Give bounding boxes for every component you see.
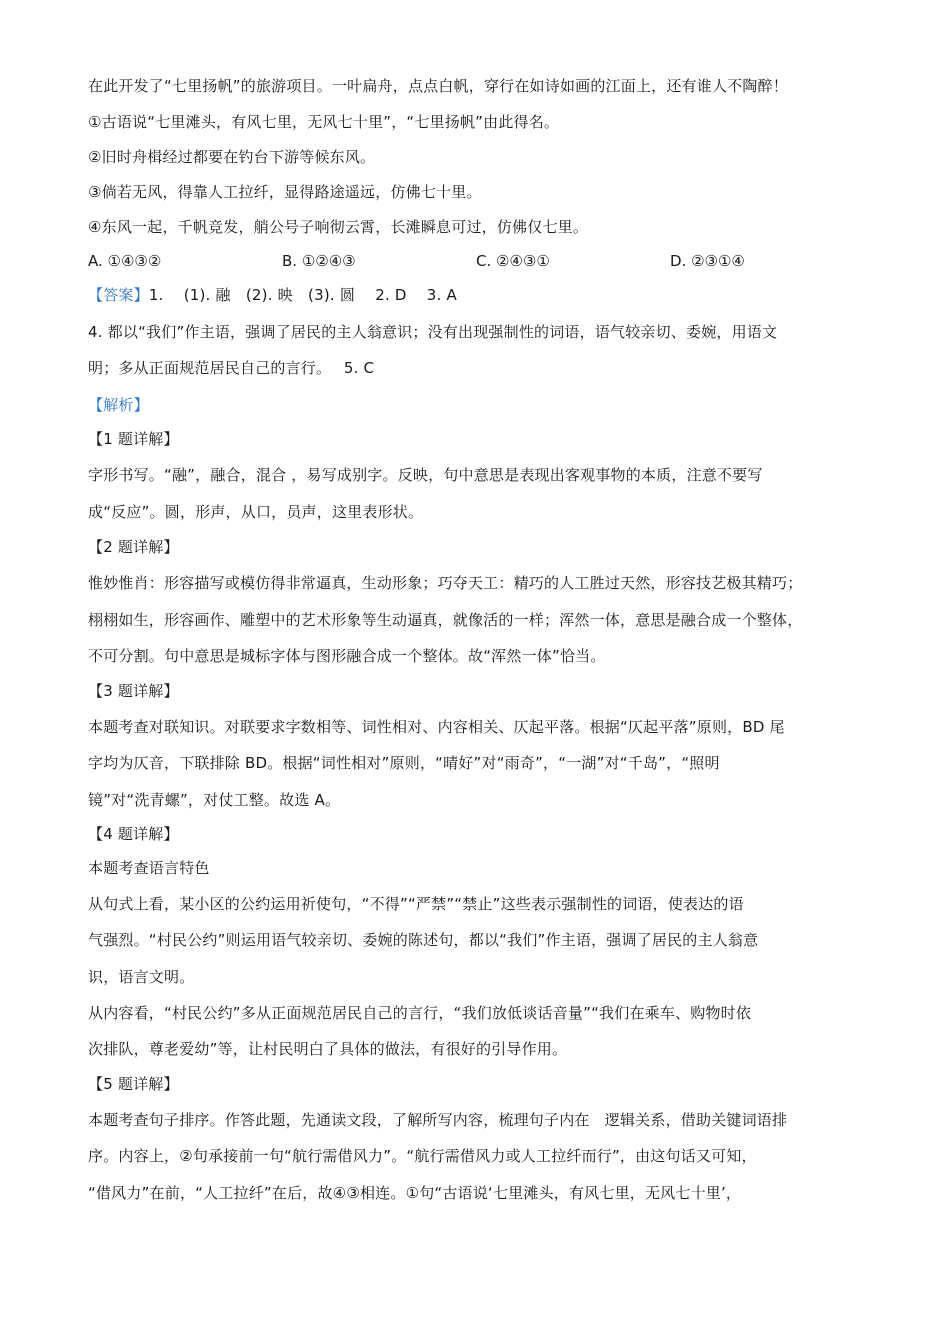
paragraph-line: 气强烈。“村民公约”则运用语气较亲切、委婉的陈述句，都以“我们”作主语，强调了居民的主人翁意 (88, 931, 759, 949)
section-heading-4: 【4 题详解】 (88, 825, 179, 843)
paragraph-line: 镜”对“洗青螺”，对仗工整。故选 A。 (88, 791, 341, 809)
paragraph-line: 惟妙惟肖：形容描写或模仿得非常逼真，生动形象；巧夺天工：精巧的人工胜过天然，形容技艺极其精巧； (88, 574, 803, 592)
sentence-4: ④东风一起，千帆竞发，艄公号子响彻云霄，长滩瞬息可过，仿佛仅七里。 (88, 218, 589, 236)
passage-line: 在此开发了“七里扬帆”的旅游项目。一叶扁舟，点点白帆，穿行在如诗如画的江面上，还有谁人不陶醉！ (88, 77, 788, 95)
paragraph-line: 字均为仄音，下联排除 BD。根据“词性相对”原则，“晴好”对“雨奇”，“一湖”对“千岛”，“照明 (88, 754, 720, 772)
answer-text: 1. (1). 融 (2). 映 (3). 圆 2. D 3. A (148, 286, 457, 304)
answer-line (88, 284, 457, 306)
answer-4-line1: 4. 都以“我们”作主语，强调了居民的主人翁意识；没有出现强制性的词语，语气较亲切、委婉，用语文 (88, 323, 778, 341)
option-a: A. ①④③② (88, 252, 162, 270)
sentence-3: ③倘若无风，得靠人工拉纤，显得路途遥远，仿佛七十里。 (88, 183, 482, 201)
option-b: B. ①②④③ (282, 252, 356, 270)
option-d: D. ②③①④ (670, 252, 745, 270)
paragraph-line: “借风力”在前，“人工拉纤”在后，故④③相连。①句“古语说‘七里滩头，有风七里，无风七十里’， (88, 1184, 742, 1202)
paragraph-line: 识，语言文明。 (88, 968, 195, 986)
section-heading-5: 【5 题详解】 (88, 1075, 179, 1093)
paragraph-line: 栩栩如生，形容画作、雕塑中的艺术形象等生动逼真，就像活的一样；浑然一体，意思是融合成一个整体， (88, 611, 803, 629)
sentence-1: ①古语说“七里滩头，有风七里，无风七十里”，“七里扬帆”由此得名。 (88, 113, 560, 131)
answer-4-line2: 明；多从正面规范居民自己的言行。 5. C (88, 359, 375, 377)
analysis-tag: 【解析】 (88, 396, 149, 414)
paragraph-line: 不可分割。句中意思是城标字体与图形融合成一个整体。故“浑然一体”恰当。 (88, 647, 606, 665)
paragraph-line: 序。内容上，②句承接前一句“航行需借风力”。“航行需借风力或人工拉纤而行”，由这句话又可知， (88, 1147, 757, 1165)
sentence-2: ②旧时舟楫经过都要在钓台下游等候东风。 (88, 148, 376, 166)
answer-tag: 【答案】 (88, 286, 149, 304)
paragraph-line: 从内容看，“村民公约”多从正面规范居民自己的言行，“我们放低谈话音量”“我们在乘车、购物时依 (88, 1004, 752, 1022)
paragraph-line: 从句式上看，某小区的公约运用祈使句，“不得”“严禁”“禁止”这些表示强制性的词语，使表达的语 (88, 895, 744, 913)
paragraph-line: 本题考查对联知识。对联要求字数相等、词性相对、内容相关、仄起平落。根据“仄起平落”原则，BD 尾 (88, 718, 785, 736)
paragraph-line: 本题考查句子排序。作答此题，先通读文段，了解所写内容，梳理句子内在 逻辑关系，借助关键词语排 (88, 1111, 788, 1129)
option-c: C. ②④③① (476, 252, 550, 270)
paragraph-line: 次排队，尊老爱幼”等，让村民明白了具体的做法，有很好的引导作用。 (88, 1040, 568, 1058)
section-heading-3: 【3 题详解】 (88, 682, 179, 700)
paragraph-line: 字形书写。“融”，融合，混合 ，易写成别字。反映，句中意思是表现出客观事物的本质，注意不要写 (88, 466, 763, 484)
paragraph-line: 成“反应”。圆，形声，从口，员声，这里表形状。 (88, 503, 424, 521)
section-heading-2: 【2 题详解】 (88, 538, 179, 556)
paragraph-line: 本题考查语言特色 (88, 859, 210, 877)
section-heading-1: 【1 题详解】 (88, 430, 179, 448)
